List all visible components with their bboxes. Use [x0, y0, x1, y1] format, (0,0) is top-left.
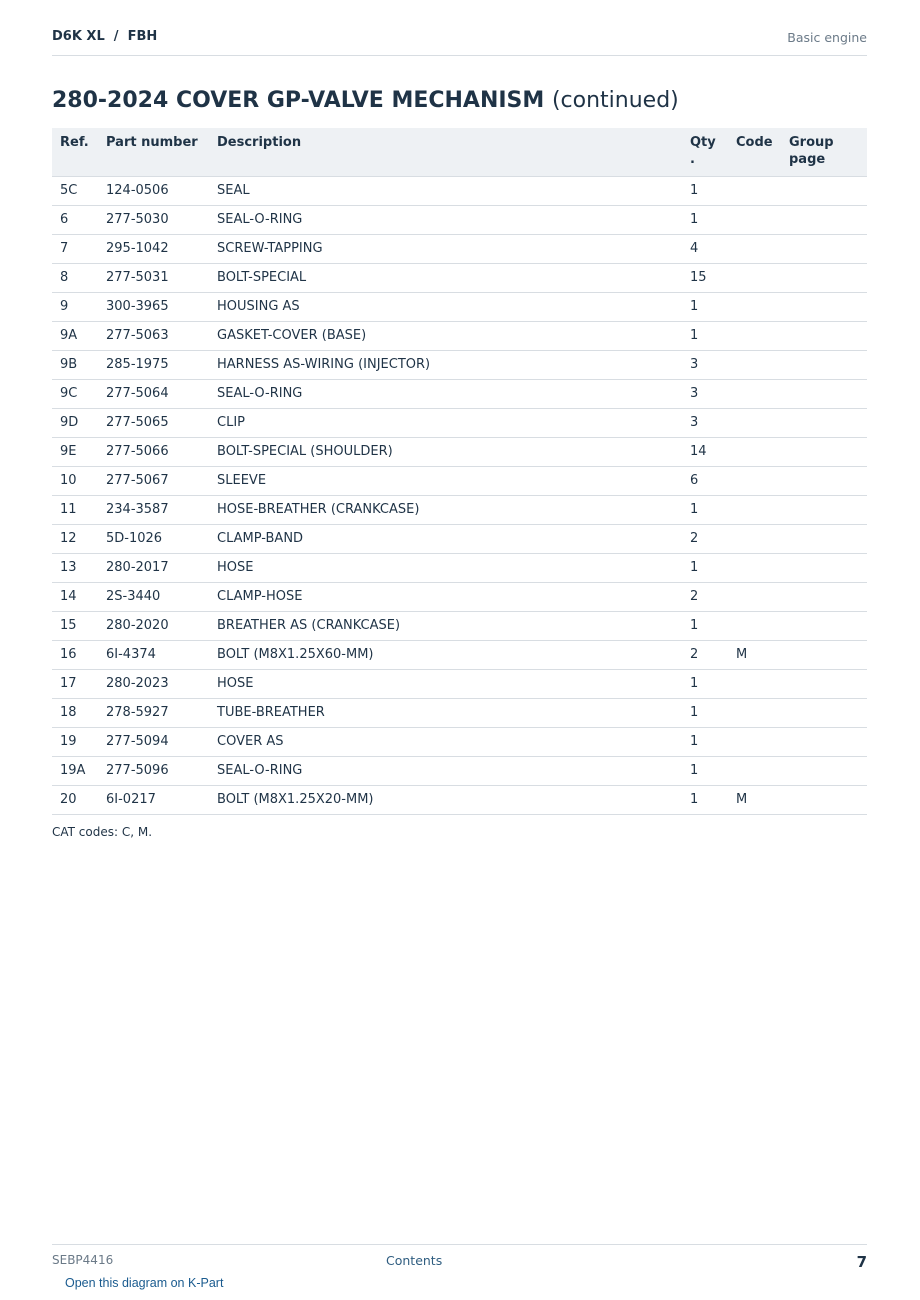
cell-qty: 4	[682, 234, 728, 263]
page-number: 7	[856, 1253, 867, 1271]
cell-qty: 1	[682, 321, 728, 350]
cell-code	[728, 263, 781, 292]
cell-ref: 11	[52, 495, 98, 524]
cell-group-page	[781, 727, 867, 756]
cell-group-page	[781, 669, 867, 698]
cell-group-page	[781, 698, 867, 727]
document-id: SEBP4416	[52, 1253, 114, 1267]
cell-group-page	[781, 408, 867, 437]
cell-qty: 1	[682, 756, 728, 785]
cell-group-page	[781, 524, 867, 553]
cell-group-page	[781, 379, 867, 408]
cell-part-number: 2S-3440	[98, 582, 209, 611]
cell-part-number: 280-2023	[98, 669, 209, 698]
cell-ref: 6	[52, 205, 98, 234]
col-ref: Ref.	[52, 128, 98, 176]
cell-description: BOLT (M8X1.25X20-MM)	[209, 785, 682, 814]
cell-ref: 13	[52, 553, 98, 582]
cell-qty: 3	[682, 379, 728, 408]
cell-qty: 6	[682, 466, 728, 495]
table-row	[52, 205, 867, 234]
cell-description: CLAMP-BAND	[209, 524, 682, 553]
cell-code	[728, 495, 781, 524]
table-row	[52, 785, 867, 814]
title-suffix: (continued)	[551, 88, 679, 113]
cell-code	[728, 698, 781, 727]
cell-ref: 9E	[52, 437, 98, 466]
cell-ref: 9B	[52, 350, 98, 379]
cell-qty: 1	[682, 176, 728, 205]
table-row	[52, 640, 867, 669]
cell-description: COVER AS	[209, 727, 682, 756]
cell-qty: 3	[682, 408, 728, 437]
table-row	[52, 350, 867, 379]
cell-group-page	[781, 495, 867, 524]
cell-code	[728, 321, 781, 350]
cell-qty: 1	[682, 698, 728, 727]
table-row	[52, 466, 867, 495]
cell-ref: 12	[52, 524, 98, 553]
cell-code	[728, 437, 781, 466]
col-group-page: Group page	[781, 128, 867, 176]
cell-description: GASKET-COVER (BASE)	[209, 321, 682, 350]
cell-group-page	[781, 321, 867, 350]
cell-part-number: 277-5067	[98, 466, 209, 495]
parts-table-body	[52, 176, 867, 814]
cell-qty: 1	[682, 205, 728, 234]
cell-description: BOLT (M8X1.25X60-MM)	[209, 640, 682, 669]
cell-qty: 1	[682, 785, 728, 814]
table-row	[52, 698, 867, 727]
cell-group-page	[781, 553, 867, 582]
cell-qty: 1	[682, 611, 728, 640]
cell-code: M	[728, 785, 781, 814]
cell-code	[728, 611, 781, 640]
cell-description: SCREW-TAPPING	[209, 234, 682, 263]
table-row	[52, 727, 867, 756]
table-row	[52, 292, 867, 321]
cell-qty: 2	[682, 524, 728, 553]
cat-codes-note: CAT codes: C, M.	[52, 825, 153, 839]
table-row	[52, 611, 867, 640]
cell-ref: 19A	[52, 756, 98, 785]
cell-group-page	[781, 205, 867, 234]
cell-part-number: 6I-0217	[98, 785, 209, 814]
cell-ref: 9A	[52, 321, 98, 350]
cell-part-number: 277-5031	[98, 263, 209, 292]
cell-code	[728, 553, 781, 582]
cell-description: HOSE-BREATHER (CRANKCASE)	[209, 495, 682, 524]
cell-description: HOSE	[209, 553, 682, 582]
cell-code	[728, 582, 781, 611]
page-header	[52, 20, 867, 56]
cell-part-number: 278-5927	[98, 698, 209, 727]
cell-group-page	[781, 582, 867, 611]
cell-code	[728, 408, 781, 437]
cell-part-number: 277-5096	[98, 756, 209, 785]
cell-group-page	[781, 611, 867, 640]
cell-group-page	[781, 756, 867, 785]
cell-qty: 2	[682, 640, 728, 669]
table-row	[52, 495, 867, 524]
cell-part-number: 277-5065	[98, 408, 209, 437]
cell-part-number: 280-2017	[98, 553, 209, 582]
table-row	[52, 321, 867, 350]
cell-description: BOLT-SPECIAL (SHOULDER)	[209, 437, 682, 466]
cell-ref: 9C	[52, 379, 98, 408]
cell-part-number: 277-5066	[98, 437, 209, 466]
cell-description: SEAL-O-RING	[209, 756, 682, 785]
cell-code	[728, 176, 781, 205]
cell-part-number: 300-3965	[98, 292, 209, 321]
cell-group-page	[781, 785, 867, 814]
title-main: 280-2024 COVER GP-VALVE MECHANISM	[52, 88, 545, 113]
cell-ref: 8	[52, 263, 98, 292]
cell-ref: 18	[52, 698, 98, 727]
table-row	[52, 669, 867, 698]
table-row	[52, 408, 867, 437]
table-row	[52, 379, 867, 408]
cell-code	[728, 205, 781, 234]
cell-description: HARNESS AS-WIRING (INJECTOR)	[209, 350, 682, 379]
cell-description: HOUSING AS	[209, 292, 682, 321]
cell-code	[728, 669, 781, 698]
cell-part-number: 124-0506	[98, 176, 209, 205]
table-row	[52, 756, 867, 785]
cell-qty: 1	[682, 292, 728, 321]
kpart-diagram-link[interactable]: Open this diagram on K-Part	[65, 1276, 224, 1290]
cell-part-number: 280-2020	[98, 611, 209, 640]
section-label: Basic engine	[787, 30, 867, 45]
table-row	[52, 263, 867, 292]
cell-ref: 14	[52, 582, 98, 611]
cell-ref: 15	[52, 611, 98, 640]
table-row	[52, 524, 867, 553]
cell-part-number: 234-3587	[98, 495, 209, 524]
cell-code	[728, 524, 781, 553]
cell-group-page	[781, 640, 867, 669]
col-qty: Qty .	[682, 128, 728, 176]
cell-ref: 5C	[52, 176, 98, 205]
cell-description: BREATHER AS (CRANKCASE)	[209, 611, 682, 640]
cell-qty: 1	[682, 669, 728, 698]
cell-part-number: 277-5030	[98, 205, 209, 234]
parts-table	[52, 128, 867, 815]
cell-group-page	[781, 176, 867, 205]
cell-qty: 14	[682, 437, 728, 466]
cell-code	[728, 727, 781, 756]
cell-group-page	[781, 350, 867, 379]
table-row	[52, 582, 867, 611]
col-part-number: Part number	[98, 128, 209, 176]
model-label: D6K XL / FBH	[52, 29, 158, 44]
page-footer	[52, 1244, 867, 1275]
cell-ref: 9	[52, 292, 98, 321]
cell-qty: 3	[682, 350, 728, 379]
cell-group-page	[781, 292, 867, 321]
cell-ref: 9D	[52, 408, 98, 437]
cell-group-page	[781, 263, 867, 292]
page-title	[52, 88, 679, 113]
cell-ref: 20	[52, 785, 98, 814]
cell-description: CLAMP-HOSE	[209, 582, 682, 611]
cell-code	[728, 292, 781, 321]
cell-part-number: 277-5064	[98, 379, 209, 408]
table-row	[52, 234, 867, 263]
cell-group-page	[781, 437, 867, 466]
cell-description: SLEEVE	[209, 466, 682, 495]
table-row	[52, 553, 867, 582]
cell-description: SEAL	[209, 176, 682, 205]
cell-description: CLIP	[209, 408, 682, 437]
cell-qty: 1	[682, 495, 728, 524]
cell-part-number: 285-1975	[98, 350, 209, 379]
contents-link[interactable]: Contents	[386, 1253, 443, 1268]
cell-description: HOSE	[209, 669, 682, 698]
cell-qty: 1	[682, 553, 728, 582]
cell-code	[728, 379, 781, 408]
cell-part-number: 277-5094	[98, 727, 209, 756]
cell-ref: 17	[52, 669, 98, 698]
table-row	[52, 437, 867, 466]
cell-part-number: 295-1042	[98, 234, 209, 263]
col-code: Code	[728, 128, 781, 176]
cell-qty: 15	[682, 263, 728, 292]
cell-ref: 10	[52, 466, 98, 495]
cell-qty: 1	[682, 727, 728, 756]
cell-ref: 19	[52, 727, 98, 756]
cell-code	[728, 756, 781, 785]
cell-group-page	[781, 234, 867, 263]
cell-ref: 16	[52, 640, 98, 669]
cell-qty: 2	[682, 582, 728, 611]
cell-description: BOLT-SPECIAL	[209, 263, 682, 292]
cell-part-number: 277-5063	[98, 321, 209, 350]
cell-code	[728, 350, 781, 379]
cell-code: M	[728, 640, 781, 669]
table-row	[52, 176, 867, 205]
cell-description: TUBE-BREATHER	[209, 698, 682, 727]
table-header-row	[52, 128, 867, 176]
cell-code	[728, 466, 781, 495]
cell-group-page	[781, 466, 867, 495]
cell-description: SEAL-O-RING	[209, 379, 682, 408]
cell-part-number: 5D-1026	[98, 524, 209, 553]
cell-ref: 7	[52, 234, 98, 263]
col-description: Description	[209, 128, 682, 176]
cell-code	[728, 234, 781, 263]
cell-description: SEAL-O-RING	[209, 205, 682, 234]
cell-part-number: 6I-4374	[98, 640, 209, 669]
